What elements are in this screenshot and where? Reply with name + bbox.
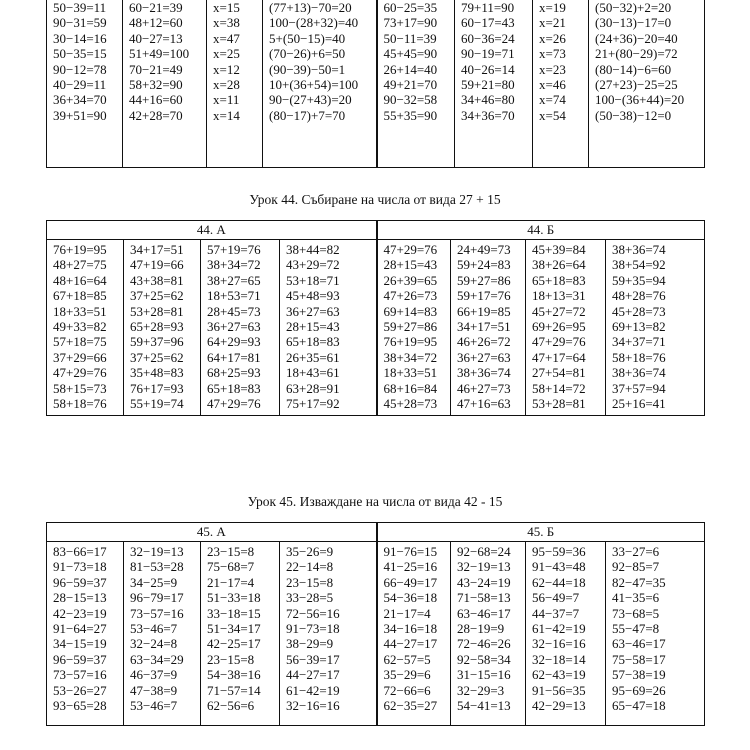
exercise-line: 21−17=4 xyxy=(207,574,255,590)
exercise-line: 90−31=59 xyxy=(53,15,107,31)
exercise-line: 62−43=19 xyxy=(532,667,586,683)
exercise-line: 69+26=95 xyxy=(532,318,586,334)
exercise-line: x=23 xyxy=(539,61,566,77)
exercise-line: 38+26=64 xyxy=(532,257,586,273)
lesson-45-header-b: 45. Б xyxy=(377,523,705,542)
exercise-line: 47+17=64 xyxy=(532,349,586,365)
exercise-line: 43+29=72 xyxy=(286,257,340,273)
lesson-45-title: Урок 45. Изваждане на числа от вида 42 - 15 xyxy=(247,494,503,509)
top-column-8 xyxy=(589,0,705,168)
exercise-line: 41−25=16 xyxy=(383,559,438,575)
exercise-line: 35−29=6 xyxy=(383,667,431,683)
exercise-line: 48+27=75 xyxy=(53,257,107,273)
exercise-line: 35−26=9 xyxy=(286,544,334,559)
top-column-3 xyxy=(207,0,263,168)
exercise-line: 92−85=7 xyxy=(612,559,660,575)
exercise-line: 55+35=90 xyxy=(383,107,438,123)
exercise-line: 22−14=8 xyxy=(286,559,334,575)
exercise-line: 18+13=31 xyxy=(532,288,586,304)
exercise-line: 40−26=14 xyxy=(461,61,515,77)
exercise-line: 40−27=13 xyxy=(129,30,183,46)
exercise-line: 45+39=84 xyxy=(532,242,586,257)
exercise-line: 30−14=16 xyxy=(53,30,107,46)
exercise-line: 44−37=7 xyxy=(532,605,580,621)
exercise-line: 54−38=16 xyxy=(207,667,261,683)
lesson-45-a-column-4 xyxy=(280,542,377,726)
exercise-line: 32−16=16 xyxy=(532,636,586,652)
exercise-line: 33−27=6 xyxy=(612,544,660,559)
exercise-line: 90−32=58 xyxy=(383,92,438,108)
exercise-line: 32−18=14 xyxy=(532,651,586,667)
exercise-line: 66−49=17 xyxy=(383,574,438,590)
exercise-line: x=74 xyxy=(539,92,566,108)
exercise-line: 47−38=9 xyxy=(130,682,178,698)
exercise-line: 45+45=90 xyxy=(383,46,438,62)
exercise-line: 96−79=17 xyxy=(130,590,184,606)
exercise-line: 75−68=7 xyxy=(207,559,255,575)
exercise-line: x=38 xyxy=(213,15,240,31)
top-column-2 xyxy=(123,0,207,168)
top-column-7 xyxy=(533,0,589,168)
exercise-line: 72−46=26 xyxy=(457,636,511,652)
exercise-line: 68+16=84 xyxy=(383,380,438,396)
exercise-line: 32−29=3 xyxy=(457,682,505,698)
lesson-44-header-a: 44. А xyxy=(47,221,377,240)
exercise-line: 46+27=73 xyxy=(457,380,511,396)
exercise-line: 73+17=90 xyxy=(383,15,438,31)
lesson-44-table xyxy=(46,220,705,416)
exercise-line: 90−(27+43)=20 xyxy=(269,92,352,108)
exercise-line: 47+16=63 xyxy=(457,395,511,411)
exercise-line: 56−49=7 xyxy=(532,590,580,606)
exercise-line: 36+27=63 xyxy=(457,349,511,365)
exercise-line: 65+18=83 xyxy=(207,380,261,396)
exercise-line: 45+48=93 xyxy=(286,288,340,304)
exercise-line: 38+27=65 xyxy=(207,272,261,288)
exercise-line: 37+57=94 xyxy=(612,380,666,396)
exercise-line: 23−15=8 xyxy=(207,651,255,667)
lesson-44-b-column-3 xyxy=(526,240,606,416)
exercise-line: 28+15=43 xyxy=(383,257,438,273)
exercise-line: 63−46=17 xyxy=(612,636,666,652)
exercise-line: 91−76=15 xyxy=(383,544,438,559)
exercise-line: 47+26=73 xyxy=(383,288,438,304)
exercise-line: 51+49=100 xyxy=(129,46,190,62)
exercise-line: 96−59=37 xyxy=(53,651,107,667)
exercise-line: (27+23)−25=25 xyxy=(595,76,678,92)
exercise-line: 24+49=73 xyxy=(457,242,511,257)
exercise-line: x=11 xyxy=(213,92,240,108)
lesson-44-header-b: 44. Б xyxy=(377,221,705,240)
exercise-line: 67+18=85 xyxy=(53,288,107,304)
exercise-line: 34+37=71 xyxy=(612,334,666,350)
exercise-line: 34+36=70 xyxy=(461,107,515,123)
exercise-line: 58+18=76 xyxy=(53,395,107,411)
exercise-line: 82−47=35 xyxy=(612,574,666,590)
exercise-line: 48+12=60 xyxy=(129,15,183,31)
lesson-44-b-column-1 xyxy=(377,240,451,416)
exercise-line: 90−19=71 xyxy=(461,46,515,62)
exercise-line: 18+53=71 xyxy=(207,288,261,304)
exercise-line: 95−59=36 xyxy=(532,544,586,559)
exercise-line: 32−16=16 xyxy=(286,697,340,713)
exercise-line: 35+48=83 xyxy=(130,365,184,381)
exercise-line: 91−73=18 xyxy=(53,559,107,575)
exercise-line: 65+18=83 xyxy=(286,334,340,350)
exercise-line: 34+17=51 xyxy=(130,242,184,257)
lesson-44-title: Урок 44. Събиране на числа от вида 27 + 15 xyxy=(249,192,501,207)
exercise-line: 48+16=64 xyxy=(53,272,107,288)
lesson-45-b-column-3 xyxy=(526,542,606,726)
exercise-line: 59+21=80 xyxy=(461,76,515,92)
exercise-line: 38+36=74 xyxy=(612,365,666,381)
exercise-line: 100−(28+32)=40 xyxy=(269,15,359,31)
exercise-line: 10+(36+54)=100 xyxy=(269,76,359,92)
exercise-line: (24+36)−20=40 xyxy=(595,30,678,46)
exercise-line: x=12 xyxy=(213,61,240,77)
exercise-line: (90−39)−50=1 xyxy=(269,61,346,77)
exercise-line: 63−46=17 xyxy=(457,605,511,621)
exercise-line: 21+(80−29)=72 xyxy=(595,46,678,62)
exercise-line: 53+28=81 xyxy=(532,395,586,411)
exercise-line: 46−37=9 xyxy=(130,667,178,683)
exercise-line: 59+24=83 xyxy=(457,257,511,273)
exercise-line: 38+36=74 xyxy=(612,242,666,257)
exercise-line: 65+28=93 xyxy=(130,318,184,334)
lesson-45-a-column-2 xyxy=(124,542,201,726)
exercise-line: (50−32)+2=20 xyxy=(595,0,672,15)
exercise-line: 91−73=18 xyxy=(286,620,340,636)
exercise-line: 44−27=17 xyxy=(286,667,340,683)
exercise-line: 28−15=13 xyxy=(53,590,107,606)
exercise-line: 57+19=76 xyxy=(207,242,261,257)
exercise-line: x=25 xyxy=(213,46,240,62)
exercise-line: 38+36=74 xyxy=(457,365,511,381)
exercise-line: 44+16=60 xyxy=(129,92,183,108)
exercise-line: 65−47=18 xyxy=(612,697,666,713)
exercise-line: 28+15=43 xyxy=(286,318,340,334)
exercise-line: 51−34=17 xyxy=(207,620,261,636)
exercise-line: 61−42=19 xyxy=(532,620,586,636)
exercise-line: 33−28=5 xyxy=(286,590,334,606)
exercise-line: 53+18=71 xyxy=(286,272,340,288)
exercise-line: 18+33=51 xyxy=(53,303,107,319)
exercise-line: 64+29=93 xyxy=(207,334,261,350)
exercise-line: 38+34=72 xyxy=(207,257,261,273)
lesson-45-b-column-1 xyxy=(377,542,451,726)
exercise-line: 96−59=37 xyxy=(53,574,107,590)
exercise-line: 63−34=29 xyxy=(130,651,184,667)
exercise-line: 34+17=51 xyxy=(457,318,511,334)
exercise-line: 42−29=13 xyxy=(532,697,586,713)
exercise-line: 91−56=35 xyxy=(532,682,586,698)
exercise-line: 92−58=34 xyxy=(457,651,511,667)
exercise-line: 53+28=81 xyxy=(130,303,184,319)
exercise-line: 48+28=76 xyxy=(612,288,666,304)
exercise-line: 61−42=19 xyxy=(286,682,340,698)
exercise-line: x=47 xyxy=(213,30,240,46)
exercise-line: 60−25=35 xyxy=(383,0,438,15)
exercise-line: 26+39=65 xyxy=(383,272,438,288)
exercise-line: 45+28=73 xyxy=(612,303,666,319)
exercise-line: x=15 xyxy=(213,0,240,15)
exercise-line: 73−68=5 xyxy=(612,605,660,621)
exercise-line: 34−16=18 xyxy=(383,620,438,636)
lesson-45-a-column-3 xyxy=(201,542,280,726)
exercise-line: 79+11=90 xyxy=(461,0,515,15)
exercise-line: 37+29=66 xyxy=(53,349,107,365)
exercise-line: 50−39=11 xyxy=(53,0,107,15)
exercise-line: x=54 xyxy=(539,107,566,123)
exercise-line: 47+29=76 xyxy=(53,365,107,381)
exercise-line: 33−18=15 xyxy=(207,605,261,621)
lesson-44-a-column-4 xyxy=(280,240,377,416)
exercise-line: 73−57=16 xyxy=(53,667,107,683)
exercise-line: 60−21=39 xyxy=(129,0,183,15)
exercise-line: 91−64=27 xyxy=(53,620,107,636)
exercise-line: 90−12=78 xyxy=(53,61,107,77)
exercise-line: x=19 xyxy=(539,0,566,15)
exercise-line: 50−11=39 xyxy=(383,30,437,46)
exercise-line: 38−29=9 xyxy=(286,636,334,652)
exercise-line: 92−68=24 xyxy=(457,544,511,559)
exercise-line: 44−27=17 xyxy=(383,636,438,652)
exercise-line: 59+37=96 xyxy=(130,334,184,350)
exercise-line: 38+34=72 xyxy=(383,349,438,365)
exercise-line: (80−17)+7=70 xyxy=(269,107,346,123)
top-column-1 xyxy=(47,0,123,168)
exercise-line: 70−21=49 xyxy=(129,61,183,77)
exercise-line: 54−36=18 xyxy=(383,590,438,606)
exercise-line: 47+29=76 xyxy=(532,334,586,350)
exercise-line: 37+25=62 xyxy=(130,349,184,365)
exercise-line: 39+51=90 xyxy=(53,107,107,123)
lesson-44-b-column-4 xyxy=(606,240,705,416)
top-exercise-table xyxy=(46,0,705,168)
lesson-45-body-row xyxy=(47,542,705,726)
exercise-line: 91−43=48 xyxy=(532,559,586,575)
exercise-line: 42+28=70 xyxy=(129,107,183,123)
exercise-line: x=21 xyxy=(539,15,566,31)
exercise-line: (70−26)+6=50 xyxy=(269,46,346,62)
exercise-line: 32−19=13 xyxy=(130,544,184,559)
lesson-45-b-column-2 xyxy=(451,542,526,726)
exercise-line: 26+35=61 xyxy=(286,349,340,365)
lesson-45-a-column-1 xyxy=(47,542,124,726)
exercise-line: 32−19=13 xyxy=(457,559,511,575)
exercise-line: 42−23=19 xyxy=(53,605,107,621)
exercise-line: 69+13=82 xyxy=(612,318,666,334)
exercise-line: 40−29=11 xyxy=(53,76,107,92)
exercise-line: 63+28=91 xyxy=(286,380,340,396)
exercise-line: 55+19=74 xyxy=(130,395,184,411)
exercise-line: 58+32=90 xyxy=(129,76,183,92)
exercise-line: 95−69=26 xyxy=(612,682,666,698)
exercise-line: 65+18=83 xyxy=(532,272,586,288)
exercise-line: 53−26=27 xyxy=(53,682,107,698)
lesson-45-table xyxy=(46,522,705,726)
exercise-line: 43+38=81 xyxy=(130,272,184,288)
exercise-line: (77+13)−70=20 xyxy=(269,0,352,15)
exercise-line: 57+18=75 xyxy=(53,334,107,350)
exercise-line: (80−14)−6=60 xyxy=(595,61,672,77)
exercise-line: 62−35=27 xyxy=(383,697,438,713)
exercise-line: 32−24=8 xyxy=(130,636,178,652)
exercise-line: 49+21=70 xyxy=(383,76,438,92)
exercise-line: 41−35=6 xyxy=(612,590,660,606)
exercise-line: x=14 xyxy=(213,107,240,123)
exercise-line: 27+54=81 xyxy=(532,365,586,381)
exercise-line: 60−36=24 xyxy=(461,30,515,46)
exercise-line: 59+27=86 xyxy=(383,318,438,334)
exercise-line: 71−57=14 xyxy=(207,682,261,698)
exercise-line: 47+29=76 xyxy=(207,395,261,411)
exercise-line: 64+17=81 xyxy=(207,349,261,365)
top-column-6 xyxy=(455,0,533,168)
exercise-line: 49+33=82 xyxy=(53,318,107,334)
exercise-line: 45+27=72 xyxy=(532,303,586,319)
lesson-44-header-row xyxy=(47,221,705,240)
exercise-line: 36+27=63 xyxy=(286,303,340,319)
exercise-line: 62−44=18 xyxy=(532,574,586,590)
lesson-44-body-row xyxy=(47,240,705,416)
exercise-line: 57−38=19 xyxy=(612,667,666,683)
exercise-line: 54−41=13 xyxy=(457,697,511,713)
exercise-line: 68+25=93 xyxy=(207,365,261,381)
exercise-line: 26+14=40 xyxy=(383,61,438,77)
exercise-line: 53−46=7 xyxy=(130,697,178,713)
exercise-line: 93−65=28 xyxy=(53,697,107,713)
exercise-line: 42−25=17 xyxy=(207,636,261,652)
top-table-row xyxy=(47,0,705,168)
exercise-line: 36+27=63 xyxy=(207,318,261,334)
exercise-line: 34−25=9 xyxy=(130,574,178,590)
exercise-line: 100−(36+44)=20 xyxy=(595,92,685,108)
exercise-line: 25+16=41 xyxy=(612,395,666,411)
exercise-line: 43−24=19 xyxy=(457,574,511,590)
exercise-line: 62−57=5 xyxy=(383,651,431,667)
exercise-line: 76+17=93 xyxy=(130,380,184,396)
exercise-line: (30−13)−17=0 xyxy=(595,15,672,31)
exercise-line: 58+14=72 xyxy=(532,380,586,396)
exercise-line: 28−19=9 xyxy=(457,620,505,636)
exercise-line: 59+17=76 xyxy=(457,288,511,304)
exercise-line: 76+19=95 xyxy=(383,334,438,350)
exercise-line: x=28 xyxy=(213,76,240,92)
exercise-line: 47+19=66 xyxy=(130,257,184,273)
lesson-45-header-a: 45. А xyxy=(47,523,377,542)
exercise-line: 75+17=92 xyxy=(286,395,340,411)
exercise-line: 71−58=13 xyxy=(457,590,511,606)
exercise-line: (50−38)−12=0 xyxy=(595,107,672,123)
lesson-44-a-column-3 xyxy=(201,240,280,416)
lesson-44-a-column-1 xyxy=(47,240,124,416)
lesson-44-a-column-2 xyxy=(124,240,201,416)
exercise-line: 23−15=8 xyxy=(207,544,255,559)
exercise-line: 28+45=73 xyxy=(207,303,261,319)
exercise-line: 60−17=43 xyxy=(461,15,515,31)
top-column-4 xyxy=(263,0,377,168)
exercise-line: 62−56=6 xyxy=(207,697,255,713)
exercise-line: 55−47=8 xyxy=(612,620,660,636)
top-column-5 xyxy=(377,0,455,168)
exercise-line: 51−33=18 xyxy=(207,590,261,606)
exercise-line: 72−66=6 xyxy=(383,682,431,698)
exercise-line: 34−15=19 xyxy=(53,636,107,652)
exercise-line: 21−17=4 xyxy=(383,605,431,621)
exercise-line: 31−15=16 xyxy=(457,667,511,683)
exercise-line: 45+28=73 xyxy=(383,395,438,411)
exercise-line: 18+33=51 xyxy=(383,365,438,381)
lesson-44-b-column-2 xyxy=(451,240,526,416)
exercise-line: 75−58=17 xyxy=(612,651,666,667)
exercise-line: x=26 xyxy=(539,30,566,46)
exercise-line: 38+44=82 xyxy=(286,242,340,257)
exercise-line: 46+26=72 xyxy=(457,334,511,350)
exercise-line: 38+54=92 xyxy=(612,257,666,273)
exercise-line: 73−57=16 xyxy=(130,605,184,621)
exercise-line: 66+19=85 xyxy=(457,303,511,319)
exercise-line: 58+15=73 xyxy=(53,380,107,396)
exercise-line: 72−56=16 xyxy=(286,605,340,621)
exercise-line: 53−46=7 xyxy=(130,620,178,636)
exercise-line: 37+25=62 xyxy=(130,288,184,304)
exercise-line: 59+35=94 xyxy=(612,272,666,288)
exercise-line: 23−15=8 xyxy=(286,574,334,590)
exercise-line: 81−53=28 xyxy=(130,559,184,575)
exercise-line: 76+19=95 xyxy=(53,242,107,257)
exercise-line: 50−35=15 xyxy=(53,46,107,62)
exercise-line: 56−39=17 xyxy=(286,651,340,667)
exercise-line: x=46 xyxy=(539,76,566,92)
exercise-line: 69+14=83 xyxy=(383,303,438,319)
exercise-line: 18+43=61 xyxy=(286,365,340,381)
exercise-line: x=73 xyxy=(539,46,566,62)
exercise-line: 83−66=17 xyxy=(53,544,107,559)
exercise-line: 36+34=70 xyxy=(53,92,107,108)
exercise-line: 5+(50−15)=40 xyxy=(269,30,346,46)
lesson-45-header-row xyxy=(47,523,705,542)
lesson-45-b-column-4 xyxy=(606,542,705,726)
exercise-line: 47+29=76 xyxy=(383,242,438,257)
exercise-line: 59+27=86 xyxy=(457,272,511,288)
exercise-line: 58+18=76 xyxy=(612,349,666,365)
exercise-line: 34+46=80 xyxy=(461,92,515,108)
